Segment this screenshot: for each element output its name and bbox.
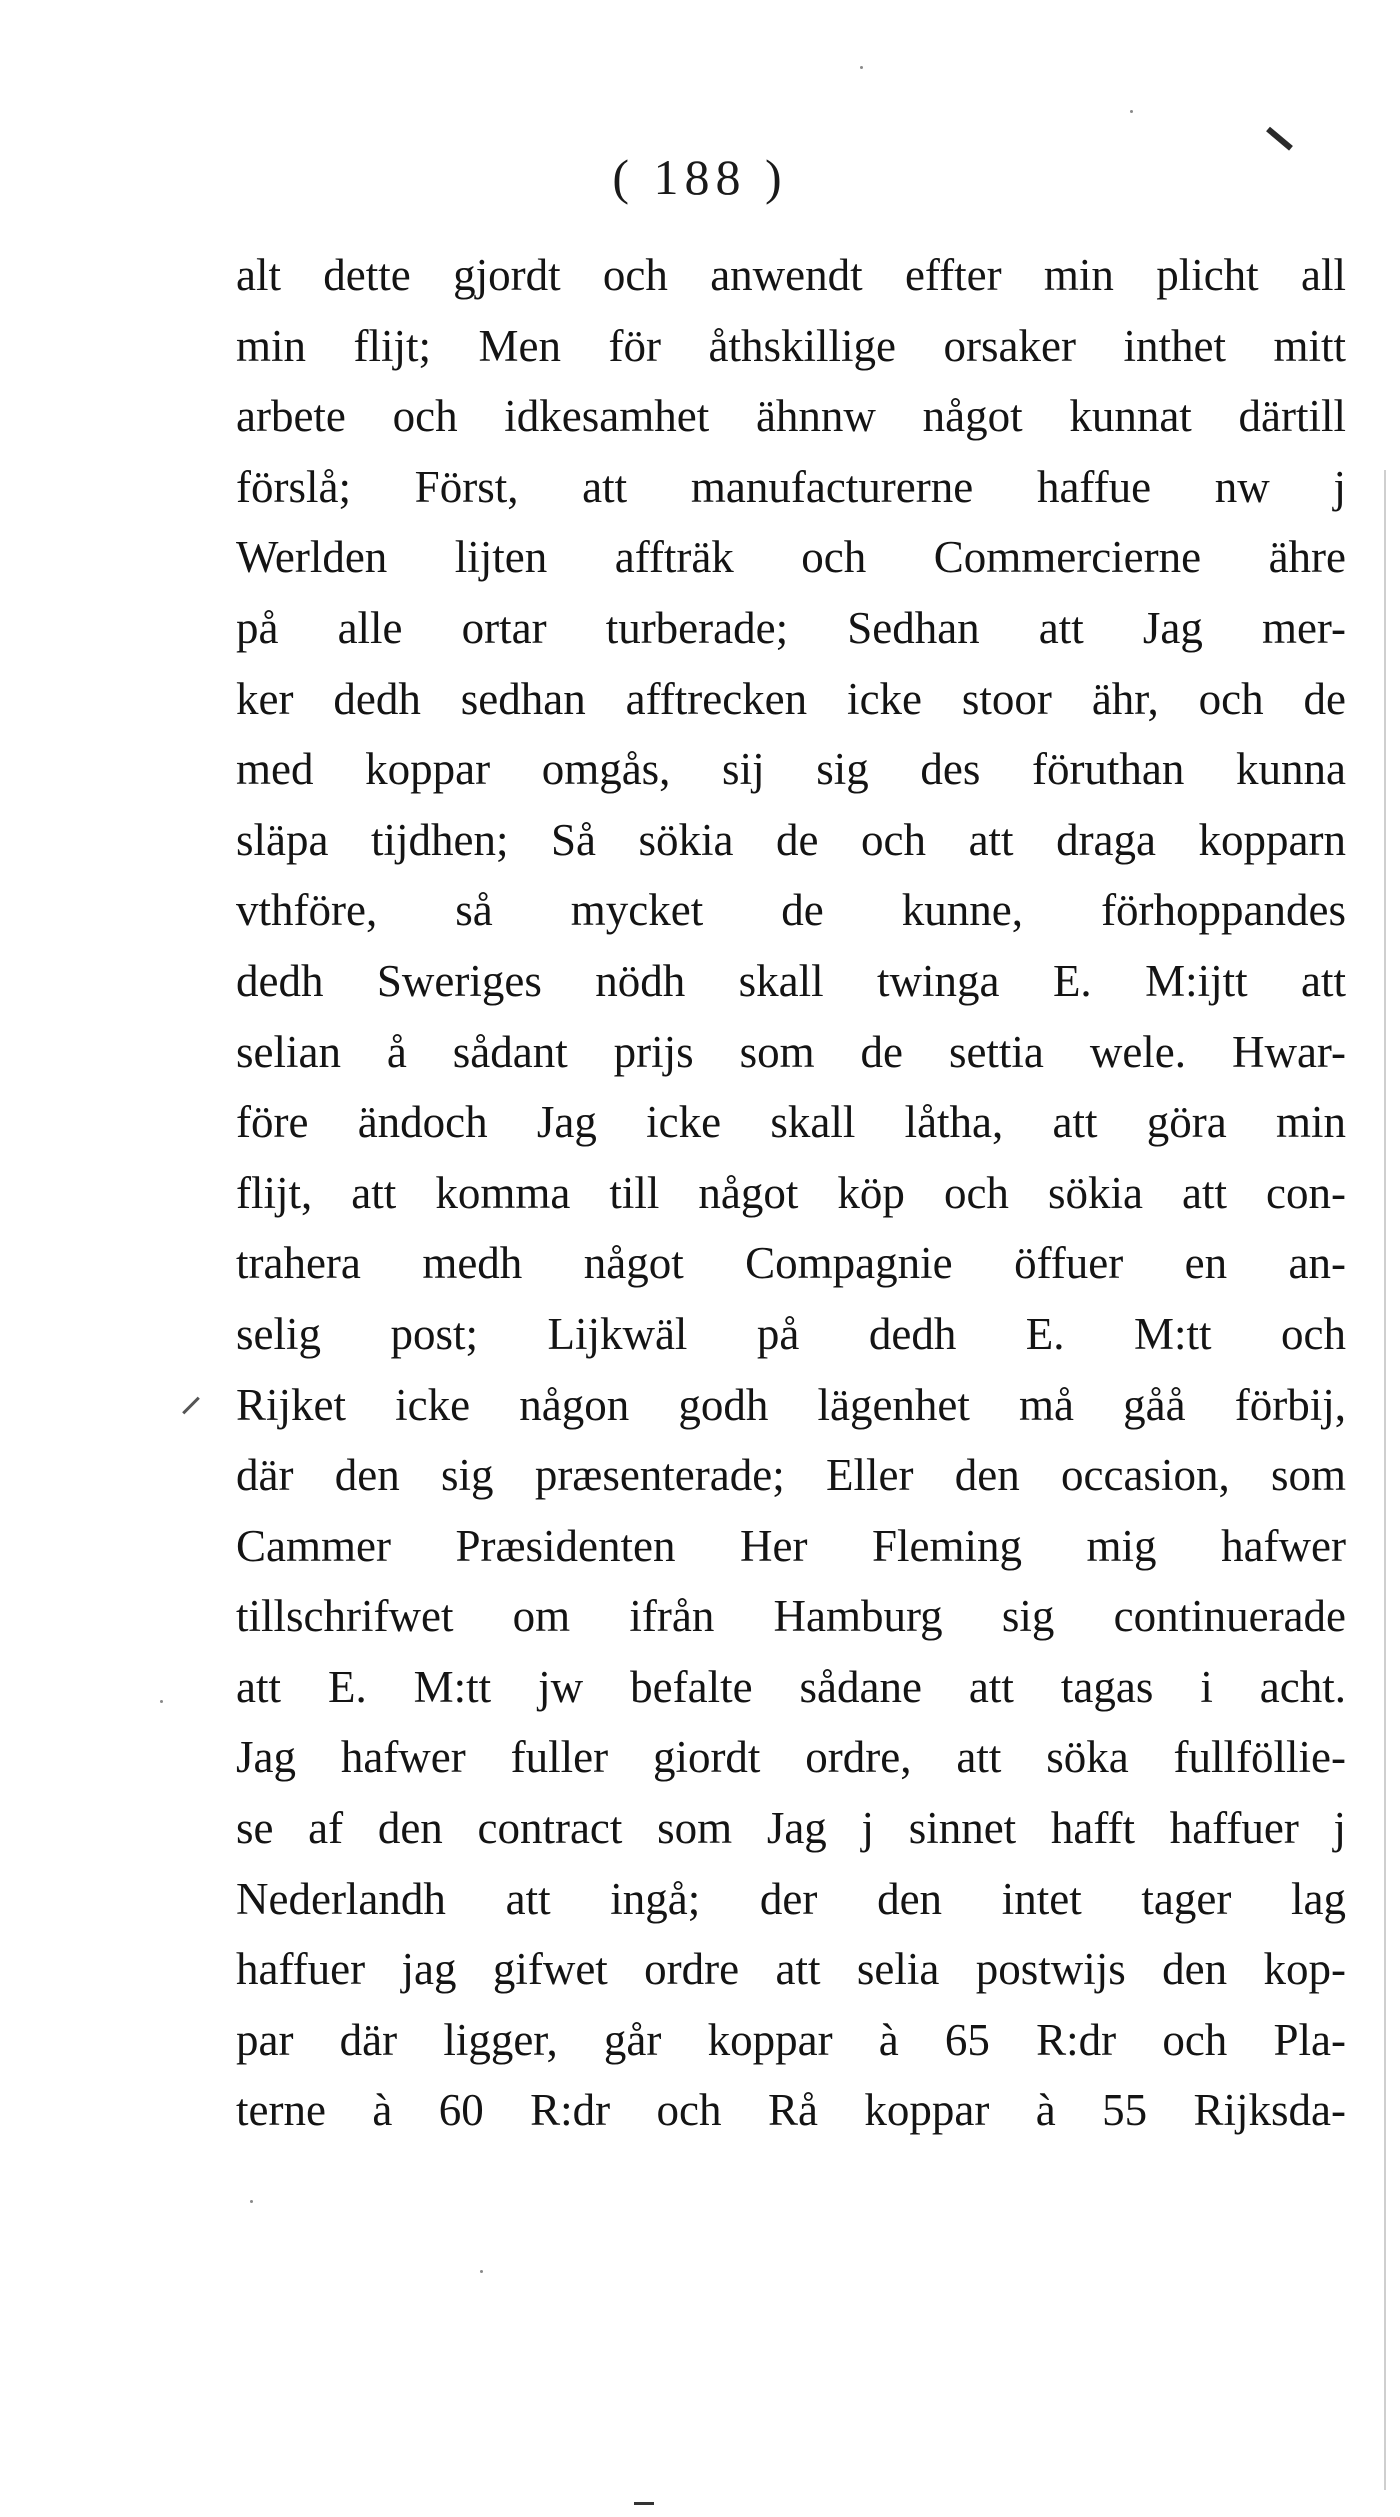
- text-line: selig post; Lijkwäl på dedh E. M:tt och: [236, 1308, 1346, 1359]
- text-line: arbete och idkesamhet ähnnw något kunnat därtill: [236, 391, 1346, 442]
- text-line: dedh Sweriges nödh skall twinga E. M:ijtt att: [236, 955, 1346, 1006]
- text-line: att E. M:tt jw befalte sådane att tagas i acht.: [236, 1661, 1346, 1712]
- text-line: selian å sådant prijs som de settia wele. Hwar-: [236, 1026, 1346, 1077]
- text-line: par där ligger, går koppar à 65 R:dr och Pla-: [236, 2014, 1346, 2065]
- body-text: [236, 240, 1346, 2146]
- text-line: trahera medh något Compagnie öffuer en an-: [236, 1238, 1346, 1289]
- paper-speck: [160, 1700, 163, 1703]
- text-line: släpa tijdhen; Så sökia de och att draga kopparn: [236, 814, 1346, 865]
- ink-mark: [634, 2502, 654, 2505]
- text-line: med koppar omgås, sij sig des föruthan kunna: [236, 744, 1346, 795]
- text-line: vthföre, så mycket de kunne, förhoppandes: [236, 885, 1346, 936]
- text-line: på alle ortar turberade; Sedhan att Jag mer-: [236, 602, 1346, 653]
- text-line: ker dedh sedhan afftrecken icke stoor ähr, och de: [236, 673, 1346, 724]
- paper-speck: [250, 2200, 253, 2203]
- paper-speck: [480, 2270, 483, 2273]
- text-line: Cammer Præsidenten Her Fleming mig hafwer: [236, 1520, 1346, 1571]
- paper-speck: [1130, 110, 1133, 113]
- text-line: terne à 60 R:dr och Rå koppar à 55 Rijksda-: [236, 2085, 1346, 2136]
- text-line: där den sig præsenterade; Eller den occasion, som: [236, 1450, 1346, 1501]
- text-line: min flijt; Men för åthskillige orsaker inthet mitt: [236, 320, 1346, 371]
- text-line: alt dette gjordt och anwendt effter min plicht all: [236, 250, 1346, 300]
- text-line: tillschrifwet om ifrån Hamburg sig continuerade: [236, 1591, 1346, 1642]
- page-edge-rule: [1384, 470, 1386, 2490]
- text-line: Rijket icke någon godh lägenhet må gåå förbij,: [236, 1379, 1346, 1430]
- text-line: Werlden lijten affträk och Commercierne ähre: [236, 532, 1346, 583]
- text-line: flijt, att komma till något köp och sökia att con-: [236, 1167, 1346, 1218]
- text-line: Nederlandh att ingå; der den intet tager lag: [236, 1873, 1346, 1924]
- text-line: se af den contract som Jag j sinnet hafft haffuer j: [236, 1803, 1346, 1854]
- paper-speck: [860, 66, 863, 69]
- text-line: haffuer jag gifwet ordre att selia postwijs den kop-: [236, 1944, 1346, 1995]
- text-line: före ändoch Jag icke skall låtha, att göra min: [236, 1097, 1346, 1148]
- page-number: ( 188 ): [612, 149, 788, 205]
- text-line: förslå; Först, att manufacturerne haffue nw j: [236, 461, 1346, 512]
- text-line: Jag hafwer fuller giordt ordre, att söka fullföllie-: [236, 1732, 1346, 1783]
- margin-mark: [182, 1397, 200, 1415]
- ink-mark: [1266, 127, 1293, 151]
